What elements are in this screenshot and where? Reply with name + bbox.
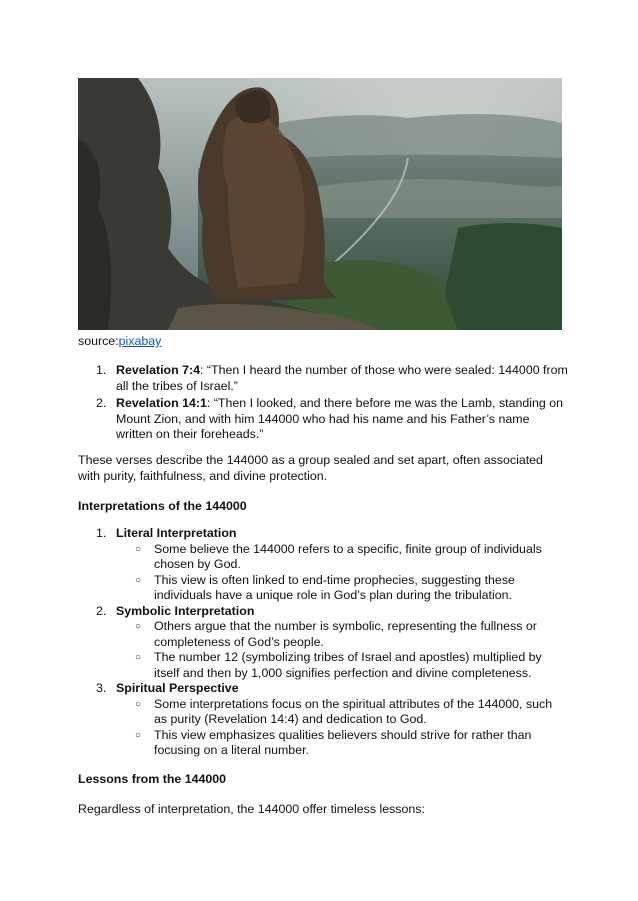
interpretations-list [78,526,568,759]
list-item: ○ Others argue that the number is symbolic, representing the fullness or completeness of God’s people. [135,619,537,649]
bullet-icon: ○ [135,574,142,586]
pixabay-link[interactable]: pixabay [118,334,162,348]
list-item: ○ This view is often linked to end-time prophecies, suggesting these individuals have a unique role in God’s plan during the tribulation. [135,572,515,602]
list-number: 1. [96,363,107,377]
source-prefix: source: [78,334,119,348]
verse-reference: Revelation 14:1 [116,396,207,410]
bullet-icon: ○ [135,621,142,632]
interpretation-title: Literal Interpretation [116,526,237,540]
verse-reference: Revelation 7:4 [116,363,201,377]
list-item: ○ The number 12 (symbolizing tribes of Israel and apostles) multiplied by itself and then by 1,000 signifies perfection and divine completeness. [135,650,542,680]
list-item [78,681,568,697]
list-item: ○ Some interpretations focus on the spiritual attributes of the 144000, such as purity (Revelation 14:4) and dedication to God. [135,696,553,726]
interpretation-title: Symbolic Interpretation [116,603,255,618]
bullet-icon: ○ [135,698,142,710]
list-item: ○ Some believe the 144000 refers to a specific, finite group of individuals chosen by God. [135,541,542,571]
list-item [78,604,568,620]
summary-paragraph: These verses describe the 144000 as a group sealed and set apart, often associated with purity, faithfulness, and divine protection. [78,453,543,483]
lessons-heading: Lessons from the 144000 [78,772,227,786]
image-source-caption [78,334,161,350]
verse-text: : “Then I looked, and there before me was the Lamb, standing on Mount Zion, and with him 144000 who had his name and his Father’s name written on their foreheads.” [116,396,564,441]
list-item [78,363,568,394]
interpretation-title: Spiritual Perspective [116,681,239,695]
verse-list [78,363,568,443]
verse-text: : “Then I heard the number of those who were sealed: 144000 from all the tribes of Israel.” [116,363,568,393]
interpretations-heading: Interpretations of the 144000 [78,499,247,513]
bullet-icon: ○ [135,543,142,555]
bullet-icon: ○ [135,729,142,741]
list-number: 2. [96,396,107,410]
bullet-icon: ○ [135,652,142,663]
list-item [78,526,568,542]
list-number: 1. [96,526,107,540]
lessons-intro: Regardless of interpretation, the 144000 offer timeless lessons: [78,802,425,816]
list-number: 3. [96,681,107,695]
list-item [78,396,568,443]
list-item: ○ This view emphasizes qualities believers should strive for rather than focusing on a literal number. [135,727,532,757]
list-number: 2. [96,603,107,618]
hero-image [78,78,562,330]
